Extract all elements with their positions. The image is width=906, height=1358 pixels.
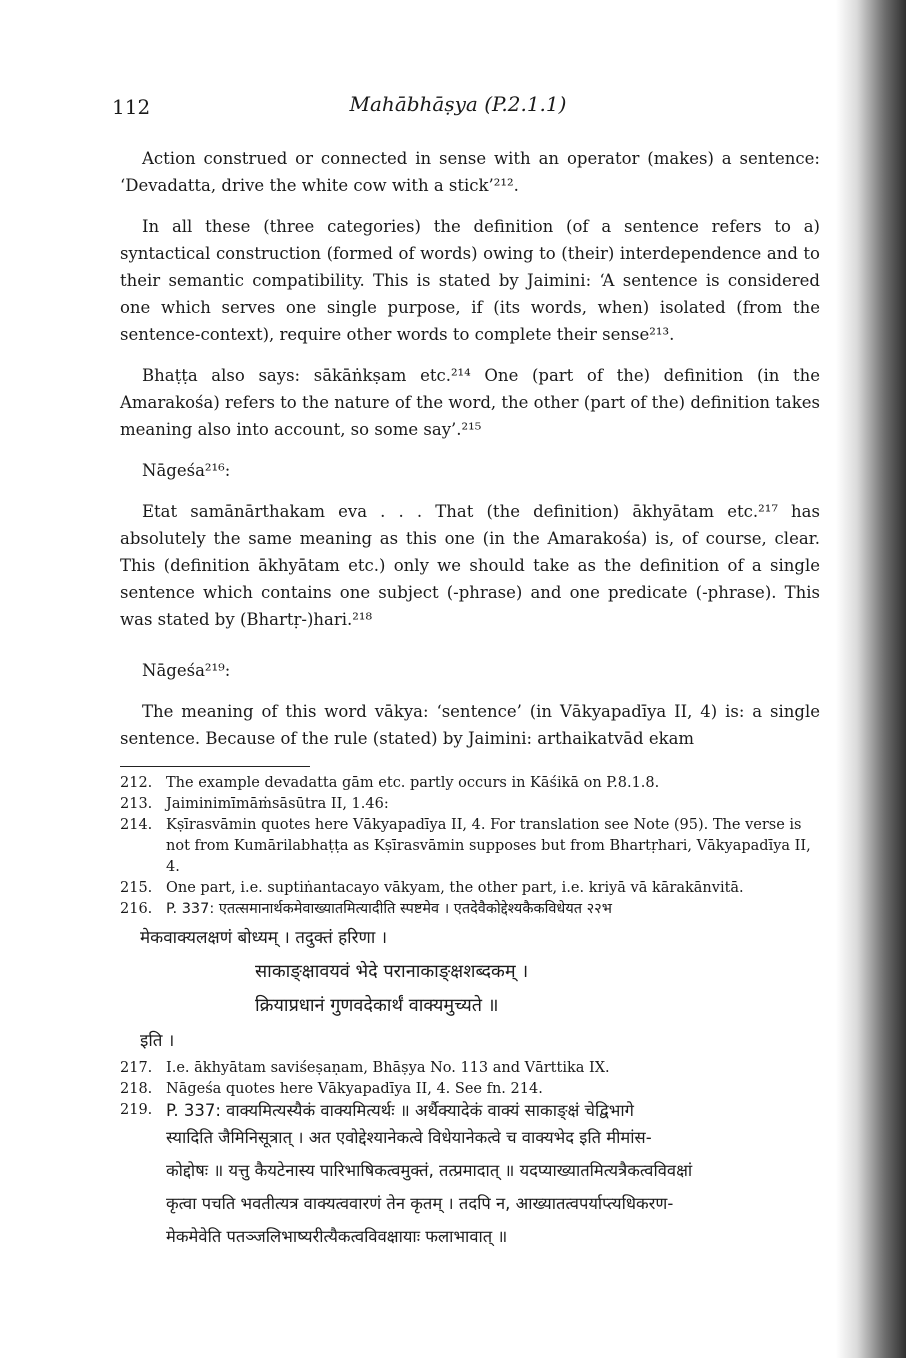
footnote-divider (120, 766, 310, 767)
footnote-216: 216. P. 337: एतत्समानार्थकमेवाख्यातमित्यादीति स्पष्टमेव । एतदेवैकोद्देश्यकैकविधेयत २२भ (120, 901, 612, 917)
footnote-216-sanskrit: मेकवाक्यलक्षणं बोध्यम् । तदुक्तं हरिणा । साकाङ्क्षावयवं भेदे परानाकाङ्क्षशब्दकम् । क्रियाप्रधानं गुणवदेकार्थं वाक्यमुच्यते ॥ इति । (140, 928, 529, 1051)
page-edge-shadow (836, 0, 906, 1358)
footnote-213: 213. Jaiminimīmāṁsāsūtra II, 1.46: (120, 796, 389, 812)
footnote-219: 219. P. 337: वाक्यमित्यस्यैकं वाक्यमित्यर्थः ॥ अर्थैक्यादेकं वाक्यं साकाङ्क्षं चेद्विभागे (120, 1101, 634, 1120)
footnote-212: 212. The example devadatta gām etc. partly occurs in Kāśikā on P.8.1.8. (120, 775, 660, 791)
footnote-218: 218. Nāgeśa quotes here Vākyapadīya II, 4. See fn. 214. (120, 1081, 543, 1097)
paragraph: In all these (three categories) the definition (of a sentence refers to a) syntactical construction (formed of words) owing to (their) interdependence and to their semantic compatibility. This is stated by Jaimini: ‘A sentence is considered one which serves one single purpose, if (its words, when) isolated (from the sentence-context), require other words to complete their sense²¹³. (120, 217, 820, 344)
paragraph: Etat samānārthakam eva . . . That (the definition) ākhyātam etc.²¹⁷ has absolutely the same meaning as this one (in the Amarakośa) is, of course, clear. This (definition ākhyātam etc.) only we should take as the definition of a single sentence which contains one subject (-phrase) and one predicate (-phrase). This was stated by (Bhartṛ-)hari.²¹⁸ (120, 502, 820, 629)
page-number: 112 (112, 95, 151, 119)
footnotes (120, 773, 820, 1253)
footnote-214: 214. Kṣīrasvāmin quotes here Vākyapadīya II, 4. For translation see Note (95). The verse is not from Kumārilabhaṭṭa as Kṣīrasvāmin supposes but from Bhartṛhari, Vākyapadīya II, 4. (120, 817, 811, 875)
footnote-219-sanskrit: स्यादिति जैमिनिसूत्रात् । अत एवोद्देश्यानेकत्वे विधेयानेकत्वे च वाक्यभेद इति मीमांस- कोद्दोषः ॥ यत्तु कैयटेनास्य पारिभाषिकत्वमुक्तं, तत्प्रमादात् ॥ यदप्याख्यातमित्यत्रैकत्वविवक्षां कृत्वा पचति भवतीत्यत्र वाक्यत्ववारणं तेन कृतम् । तदपि न, आख्यातत्वपर्याप्त्यधिकरण- मेकमेवेति पतञ्जलिभाष्यरीत्यैकत्वविवक्षायाः फलाभावात् ॥ (166, 1128, 693, 1246)
paragraph: The meaning of this word vākya: ‘sentence’ (in Vākyapadīya II, 4) is: a single sentence. Because of the rule (stated) by Jaimini: arthaikatvād ekam (120, 702, 820, 748)
footnote-217: 217. I.e. ākhyātam saviśeṣaṇam, Bhāṣya No. 113 and Vārttika IX. (120, 1060, 610, 1076)
paragraph: Action construed or connected in sense with an operator (makes) a sentence: ‘Devadatta, drive the white cow with a stick’²¹². (120, 149, 820, 195)
footnote-215: 215. One part, i.e. suptiṅantacayo vākyam, the other part, i.e. kriyā vā kārakānvitā. (120, 880, 744, 896)
section-heading: Nāgeśa²¹⁹: (142, 661, 231, 680)
main-text (120, 145, 820, 1253)
running-title: Mahābhāṣya (P.2.1.1) (349, 92, 567, 116)
section-heading: Nāgeśa²¹⁶: (142, 461, 231, 480)
paragraph: Bhaṭṭa also says: sākāṅkṣam etc.²¹⁴ One (part of the) definition (in the Amarakośa) refers to the nature of the word, the other (part of the) definition takes meaning also into account, so some say’.²¹⁵ (120, 366, 821, 439)
